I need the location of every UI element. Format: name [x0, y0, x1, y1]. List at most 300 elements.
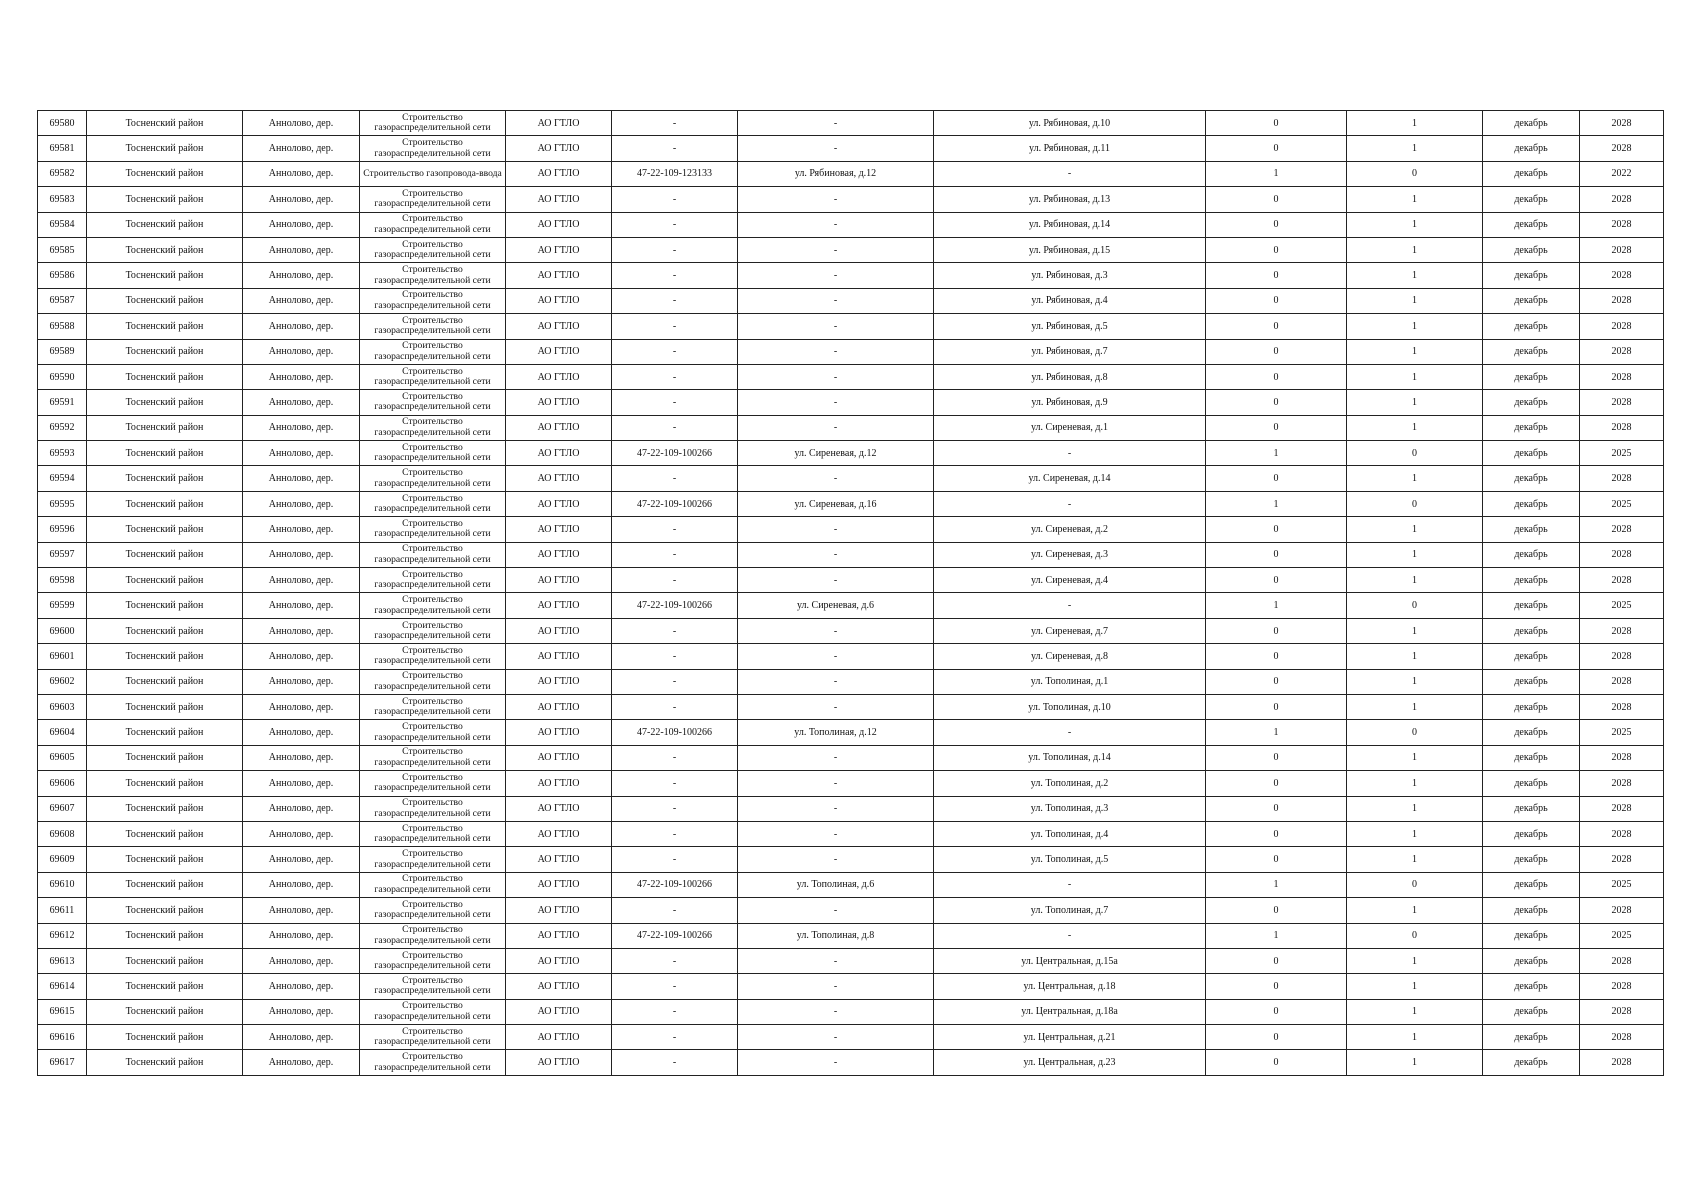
organization-cell: АО ГТЛО [506, 593, 612, 618]
table-row [38, 212, 1664, 237]
row-number-cell: 69583 [38, 187, 87, 212]
month-cell: декабрь [1483, 415, 1580, 440]
table-row [38, 745, 1664, 770]
row-number-cell: 69584 [38, 212, 87, 237]
table-row [38, 796, 1664, 821]
count-b-cell: 1 [1347, 542, 1483, 567]
district-cell: Тосненский район [87, 847, 243, 872]
row-number-cell: 69588 [38, 314, 87, 339]
count-b-cell: 1 [1347, 568, 1483, 593]
object-address-cell: - [738, 364, 934, 389]
planned-address-cell: ул. Рябиновая, д.4 [934, 288, 1206, 313]
district-cell: Тосненский район [87, 466, 243, 491]
year-cell: 2028 [1580, 999, 1664, 1024]
organization-cell: АО ГТЛО [506, 821, 612, 846]
district-cell: Тосненский район [87, 161, 243, 186]
locality-cell: Аннолово, дер. [243, 796, 360, 821]
year-cell: 2028 [1580, 237, 1664, 262]
month-cell: декабрь [1483, 898, 1580, 923]
count-a-cell: 0 [1206, 771, 1347, 796]
count-a-cell: 0 [1206, 694, 1347, 719]
year-cell: 2028 [1580, 542, 1664, 567]
locality-cell: Аннолово, дер. [243, 1050, 360, 1075]
count-a-cell: 0 [1206, 466, 1347, 491]
table-row [38, 441, 1664, 466]
organization-cell: АО ГТЛО [506, 847, 612, 872]
count-b-cell: 1 [1347, 187, 1483, 212]
count-a-cell: 0 [1206, 796, 1347, 821]
count-a-cell: 0 [1206, 415, 1347, 440]
count-b-cell: 0 [1347, 161, 1483, 186]
count-a-cell: 0 [1206, 745, 1347, 770]
planned-address-cell: ул. Рябиновая, д.3 [934, 263, 1206, 288]
count-b-cell: 1 [1347, 694, 1483, 719]
locality-cell: Аннолово, дер. [243, 1025, 360, 1050]
locality-cell: Аннолово, дер. [243, 771, 360, 796]
organization-cell: АО ГТЛО [506, 872, 612, 897]
work-type-cell: Строительство газораспределительной сети [360, 694, 506, 719]
row-number-cell: 69612 [38, 923, 87, 948]
district-cell: Тосненский район [87, 364, 243, 389]
district-cell: Тосненский район [87, 771, 243, 796]
year-cell: 2028 [1580, 821, 1664, 846]
locality-cell: Аннолово, дер. [243, 466, 360, 491]
locality-cell: Аннолово, дер. [243, 568, 360, 593]
table-row [38, 1050, 1664, 1075]
count-a-cell: 0 [1206, 111, 1347, 136]
planned-address-cell: ул. Рябиновая, д.15 [934, 237, 1206, 262]
year-cell: 2028 [1580, 517, 1664, 542]
object-address-cell: - [738, 339, 934, 364]
row-number-cell: 69605 [38, 745, 87, 770]
table-row [38, 491, 1664, 516]
count-b-cell: 1 [1347, 771, 1483, 796]
count-a-cell: 0 [1206, 364, 1347, 389]
month-cell: декабрь [1483, 263, 1580, 288]
organization-cell: АО ГТЛО [506, 339, 612, 364]
row-number-cell: 69598 [38, 568, 87, 593]
year-cell: 2025 [1580, 872, 1664, 897]
count-a-cell: 0 [1206, 1050, 1347, 1075]
count-b-cell: 1 [1347, 415, 1483, 440]
count-a-cell: 0 [1206, 999, 1347, 1024]
table-row [38, 1025, 1664, 1050]
row-number-cell: 69580 [38, 111, 87, 136]
year-cell: 2028 [1580, 111, 1664, 136]
count-a-cell: 1 [1206, 161, 1347, 186]
planned-address-cell: ул. Тополиная, д.4 [934, 821, 1206, 846]
organization-cell: АО ГТЛО [506, 517, 612, 542]
cadastral-number-cell: 47-22-109-100266 [612, 441, 738, 466]
work-type-cell: Строительство газораспределительной сети [360, 237, 506, 262]
count-a-cell: 0 [1206, 568, 1347, 593]
month-cell: декабрь [1483, 314, 1580, 339]
count-b-cell: 1 [1347, 974, 1483, 999]
work-type-cell: Строительство газораспределительной сети [360, 568, 506, 593]
organization-cell: АО ГТЛО [506, 999, 612, 1024]
district-cell: Тосненский район [87, 999, 243, 1024]
table-body [38, 111, 1664, 1076]
table-row [38, 720, 1664, 745]
district-cell: Тосненский район [87, 517, 243, 542]
month-cell: декабрь [1483, 618, 1580, 643]
organization-cell: АО ГТЛО [506, 974, 612, 999]
work-type-cell: Строительство газораспределительной сети [360, 999, 506, 1024]
row-number-cell: 69606 [38, 771, 87, 796]
row-number-cell: 69607 [38, 796, 87, 821]
organization-cell: АО ГТЛО [506, 111, 612, 136]
locality-cell: Аннолово, дер. [243, 847, 360, 872]
cadastral-number-cell: - [612, 1025, 738, 1050]
month-cell: декабрь [1483, 999, 1580, 1024]
object-address-cell: - [738, 771, 934, 796]
month-cell: декабрь [1483, 212, 1580, 237]
table-row [38, 237, 1664, 262]
planned-address-cell: - [934, 872, 1206, 897]
work-type-cell: Строительство газораспределительной сети [360, 441, 506, 466]
planned-address-cell: ул. Сиреневая, д.1 [934, 415, 1206, 440]
cadastral-number-cell: 47-22-109-100266 [612, 923, 738, 948]
planned-address-cell: ул. Сиреневая, д.14 [934, 466, 1206, 491]
row-number-cell: 69603 [38, 694, 87, 719]
row-number-cell: 69585 [38, 237, 87, 262]
work-type-cell: Строительство газораспределительной сети [360, 263, 506, 288]
planned-address-cell: ул. Центральная, д.23 [934, 1050, 1206, 1075]
table-row [38, 999, 1664, 1024]
table-row [38, 644, 1664, 669]
year-cell: 2028 [1580, 568, 1664, 593]
year-cell: 2028 [1580, 847, 1664, 872]
row-number-cell: 69617 [38, 1050, 87, 1075]
object-address-cell: - [738, 898, 934, 923]
locality-cell: Аннолово, дер. [243, 618, 360, 643]
cadastral-number-cell: - [612, 390, 738, 415]
district-cell: Тосненский район [87, 136, 243, 161]
locality-cell: Аннолово, дер. [243, 542, 360, 567]
table-row [38, 923, 1664, 948]
table-row [38, 288, 1664, 313]
month-cell: декабрь [1483, 745, 1580, 770]
cadastral-number-cell: - [612, 187, 738, 212]
count-b-cell: 1 [1347, 1025, 1483, 1050]
work-type-cell: Строительство газораспределительной сети [360, 1025, 506, 1050]
count-a-cell: 1 [1206, 923, 1347, 948]
locality-cell: Аннолово, дер. [243, 517, 360, 542]
cadastral-number-cell: 47-22-109-100266 [612, 872, 738, 897]
work-type-cell: Строительство газораспределительной сети [360, 390, 506, 415]
object-address-cell: - [738, 517, 934, 542]
work-type-cell: Строительство газораспределительной сети [360, 898, 506, 923]
row-number-cell: 69610 [38, 872, 87, 897]
locality-cell: Аннолово, дер. [243, 364, 360, 389]
work-type-cell: Строительство газораспределительной сети [360, 948, 506, 973]
year-cell: 2028 [1580, 745, 1664, 770]
count-a-cell: 0 [1206, 263, 1347, 288]
year-cell: 2025 [1580, 923, 1664, 948]
cadastral-number-cell: - [612, 771, 738, 796]
cadastral-number-cell: - [612, 111, 738, 136]
planned-address-cell: ул. Центральная, д.15а [934, 948, 1206, 973]
locality-cell: Аннолово, дер. [243, 872, 360, 897]
organization-cell: АО ГТЛО [506, 237, 612, 262]
planned-address-cell: ул. Тополиная, д.10 [934, 694, 1206, 719]
object-address-cell: ул. Рябиновая, д.12 [738, 161, 934, 186]
count-a-cell: 0 [1206, 821, 1347, 846]
organization-cell: АО ГТЛО [506, 568, 612, 593]
row-number-cell: 69604 [38, 720, 87, 745]
row-number-cell: 69587 [38, 288, 87, 313]
planned-address-cell: ул. Тополиная, д.3 [934, 796, 1206, 821]
district-cell: Тосненский район [87, 974, 243, 999]
count-a-cell: 0 [1206, 948, 1347, 973]
object-address-cell: - [738, 694, 934, 719]
object-address-cell: ул. Сиреневая, д.16 [738, 491, 934, 516]
planned-address-cell: ул. Рябиновая, д.8 [934, 364, 1206, 389]
year-cell: 2028 [1580, 898, 1664, 923]
count-a-cell: 0 [1206, 669, 1347, 694]
month-cell: декабрь [1483, 1050, 1580, 1075]
organization-cell: АО ГТЛО [506, 618, 612, 643]
count-b-cell: 1 [1347, 796, 1483, 821]
count-a-cell: 0 [1206, 644, 1347, 669]
organization-cell: АО ГТЛО [506, 491, 612, 516]
district-cell: Тосненский район [87, 415, 243, 440]
cadastral-number-cell: - [612, 364, 738, 389]
object-address-cell: - [738, 745, 934, 770]
object-address-cell: - [738, 1050, 934, 1075]
month-cell: декабрь [1483, 161, 1580, 186]
cadastral-number-cell: - [612, 999, 738, 1024]
work-type-cell: Строительство газораспределительной сети [360, 669, 506, 694]
district-cell: Тосненский район [87, 441, 243, 466]
organization-cell: АО ГТЛО [506, 263, 612, 288]
locality-cell: Аннолово, дер. [243, 745, 360, 770]
year-cell: 2022 [1580, 161, 1664, 186]
count-a-cell: 0 [1206, 339, 1347, 364]
cadastral-number-cell: - [612, 974, 738, 999]
month-cell: декабрь [1483, 288, 1580, 313]
count-b-cell: 1 [1347, 644, 1483, 669]
year-cell: 2028 [1580, 314, 1664, 339]
district-cell: Тосненский район [87, 669, 243, 694]
object-address-cell: - [738, 568, 934, 593]
work-type-cell: Строительство газораспределительной сети [360, 771, 506, 796]
count-a-cell: 1 [1206, 593, 1347, 618]
locality-cell: Аннолово, дер. [243, 898, 360, 923]
table-row [38, 669, 1664, 694]
table-row [38, 847, 1664, 872]
district-cell: Тосненский район [87, 390, 243, 415]
row-number-cell: 69608 [38, 821, 87, 846]
year-cell: 2028 [1580, 1025, 1664, 1050]
work-type-cell: Строительство газораспределительной сети [360, 187, 506, 212]
table-row [38, 948, 1664, 973]
count-b-cell: 1 [1347, 212, 1483, 237]
object-address-cell: - [738, 669, 934, 694]
work-type-cell: Строительство газораспределительной сети [360, 872, 506, 897]
cadastral-number-cell: - [612, 898, 738, 923]
year-cell: 2028 [1580, 974, 1664, 999]
district-cell: Тосненский район [87, 111, 243, 136]
district-cell: Тосненский район [87, 694, 243, 719]
work-type-cell: Строительство газораспределительной сети [360, 364, 506, 389]
planned-address-cell: ул. Сиреневая, д.3 [934, 542, 1206, 567]
row-number-cell: 69595 [38, 491, 87, 516]
year-cell: 2028 [1580, 644, 1664, 669]
object-address-cell: - [738, 644, 934, 669]
district-cell: Тосненский район [87, 644, 243, 669]
district-cell: Тосненский район [87, 898, 243, 923]
district-cell: Тосненский район [87, 263, 243, 288]
organization-cell: АО ГТЛО [506, 415, 612, 440]
table-row [38, 974, 1664, 999]
month-cell: декабрь [1483, 390, 1580, 415]
count-b-cell: 1 [1347, 364, 1483, 389]
organization-cell: АО ГТЛО [506, 898, 612, 923]
organization-cell: АО ГТЛО [506, 136, 612, 161]
work-type-cell: Строительство газораспределительной сети [360, 847, 506, 872]
object-address-cell: - [738, 288, 934, 313]
organization-cell: АО ГТЛО [506, 542, 612, 567]
organization-cell: АО ГТЛО [506, 1050, 612, 1075]
row-number-cell: 69592 [38, 415, 87, 440]
locality-cell: Аннолово, дер. [243, 974, 360, 999]
object-address-cell: - [738, 847, 934, 872]
month-cell: декабрь [1483, 517, 1580, 542]
count-b-cell: 1 [1347, 263, 1483, 288]
organization-cell: АО ГТЛО [506, 644, 612, 669]
table-row [38, 314, 1664, 339]
district-cell: Тосненский район [87, 821, 243, 846]
locality-cell: Аннолово, дер. [243, 161, 360, 186]
row-number-cell: 69582 [38, 161, 87, 186]
count-a-cell: 1 [1206, 491, 1347, 516]
cadastral-number-cell: - [612, 796, 738, 821]
count-b-cell: 0 [1347, 441, 1483, 466]
district-cell: Тосненский район [87, 491, 243, 516]
count-a-cell: 0 [1206, 288, 1347, 313]
year-cell: 2028 [1580, 466, 1664, 491]
cadastral-number-cell: - [612, 212, 738, 237]
row-number-cell: 69593 [38, 441, 87, 466]
table-row [38, 593, 1664, 618]
object-address-cell: - [738, 415, 934, 440]
month-cell: декабрь [1483, 771, 1580, 796]
table-row [38, 161, 1664, 186]
locality-cell: Аннолово, дер. [243, 644, 360, 669]
table-row [38, 390, 1664, 415]
month-cell: декабрь [1483, 136, 1580, 161]
locality-cell: Аннолово, дер. [243, 720, 360, 745]
count-b-cell: 1 [1347, 517, 1483, 542]
organization-cell: АО ГТЛО [506, 720, 612, 745]
district-cell: Тосненский район [87, 1050, 243, 1075]
month-cell: декабрь [1483, 542, 1580, 567]
year-cell: 2028 [1580, 771, 1664, 796]
planned-address-cell: ул. Рябиновая, д.10 [934, 111, 1206, 136]
object-address-cell: - [738, 187, 934, 212]
cadastral-number-cell: - [612, 136, 738, 161]
cadastral-number-cell: - [612, 237, 738, 262]
planned-address-cell: ул. Рябиновая, д.11 [934, 136, 1206, 161]
cadastral-number-cell: - [612, 339, 738, 364]
district-cell: Тосненский район [87, 923, 243, 948]
district-cell: Тосненский район [87, 314, 243, 339]
work-type-cell: Строительство газораспределительной сети [360, 339, 506, 364]
table-row [38, 898, 1664, 923]
month-cell: декабрь [1483, 237, 1580, 262]
count-b-cell: 1 [1347, 745, 1483, 770]
month-cell: декабрь [1483, 694, 1580, 719]
locality-cell: Аннолово, дер. [243, 948, 360, 973]
count-b-cell: 1 [1347, 948, 1483, 973]
planned-address-cell: ул. Рябиновая, д.14 [934, 212, 1206, 237]
row-number-cell: 69602 [38, 669, 87, 694]
work-type-cell: Строительство газораспределительной сети [360, 542, 506, 567]
table-row [38, 339, 1664, 364]
planned-address-cell: - [934, 593, 1206, 618]
organization-cell: АО ГТЛО [506, 948, 612, 973]
planned-address-cell: ул. Сиреневая, д.2 [934, 517, 1206, 542]
planned-address-cell: ул. Сиреневая, д.8 [934, 644, 1206, 669]
object-address-cell: - [738, 111, 934, 136]
cadastral-number-cell: 47-22-109-100266 [612, 720, 738, 745]
year-cell: 2025 [1580, 491, 1664, 516]
organization-cell: АО ГТЛО [506, 441, 612, 466]
planned-address-cell: ул. Рябиновая, д.9 [934, 390, 1206, 415]
month-cell: декабрь [1483, 111, 1580, 136]
table-row [38, 568, 1664, 593]
year-cell: 2028 [1580, 339, 1664, 364]
count-b-cell: 1 [1347, 237, 1483, 262]
row-number-cell: 69611 [38, 898, 87, 923]
table-row [38, 111, 1664, 136]
cadastral-number-cell: 47-22-109-100266 [612, 491, 738, 516]
object-address-cell: - [738, 390, 934, 415]
district-cell: Тосненский район [87, 187, 243, 212]
object-address-cell: - [738, 974, 934, 999]
year-cell: 2028 [1580, 263, 1664, 288]
count-a-cell: 1 [1206, 720, 1347, 745]
organization-cell: АО ГТЛО [506, 212, 612, 237]
work-type-cell: Строительство газораспределительной сети [360, 136, 506, 161]
month-cell: декабрь [1483, 187, 1580, 212]
work-type-cell: Строительство газораспределительной сети [360, 644, 506, 669]
locality-cell: Аннолово, дер. [243, 288, 360, 313]
count-a-cell: 0 [1206, 187, 1347, 212]
planned-address-cell: ул. Рябиновая, д.13 [934, 187, 1206, 212]
count-b-cell: 0 [1347, 593, 1483, 618]
locality-cell: Аннолово, дер. [243, 314, 360, 339]
month-cell: декабрь [1483, 821, 1580, 846]
row-number-cell: 69591 [38, 390, 87, 415]
organization-cell: АО ГТЛО [506, 314, 612, 339]
month-cell: декабрь [1483, 974, 1580, 999]
work-type-cell: Строительство газораспределительной сети [360, 745, 506, 770]
object-address-cell: - [738, 1025, 934, 1050]
work-type-cell: Строительство газораспределительной сети [360, 111, 506, 136]
month-cell: декабрь [1483, 1025, 1580, 1050]
count-b-cell: 1 [1347, 669, 1483, 694]
year-cell: 2028 [1580, 212, 1664, 237]
year-cell: 2028 [1580, 136, 1664, 161]
year-cell: 2025 [1580, 720, 1664, 745]
table-row [38, 136, 1664, 161]
cadastral-number-cell: - [612, 745, 738, 770]
year-cell: 2028 [1580, 694, 1664, 719]
cadastral-number-cell: - [612, 644, 738, 669]
cadastral-number-cell: - [612, 948, 738, 973]
